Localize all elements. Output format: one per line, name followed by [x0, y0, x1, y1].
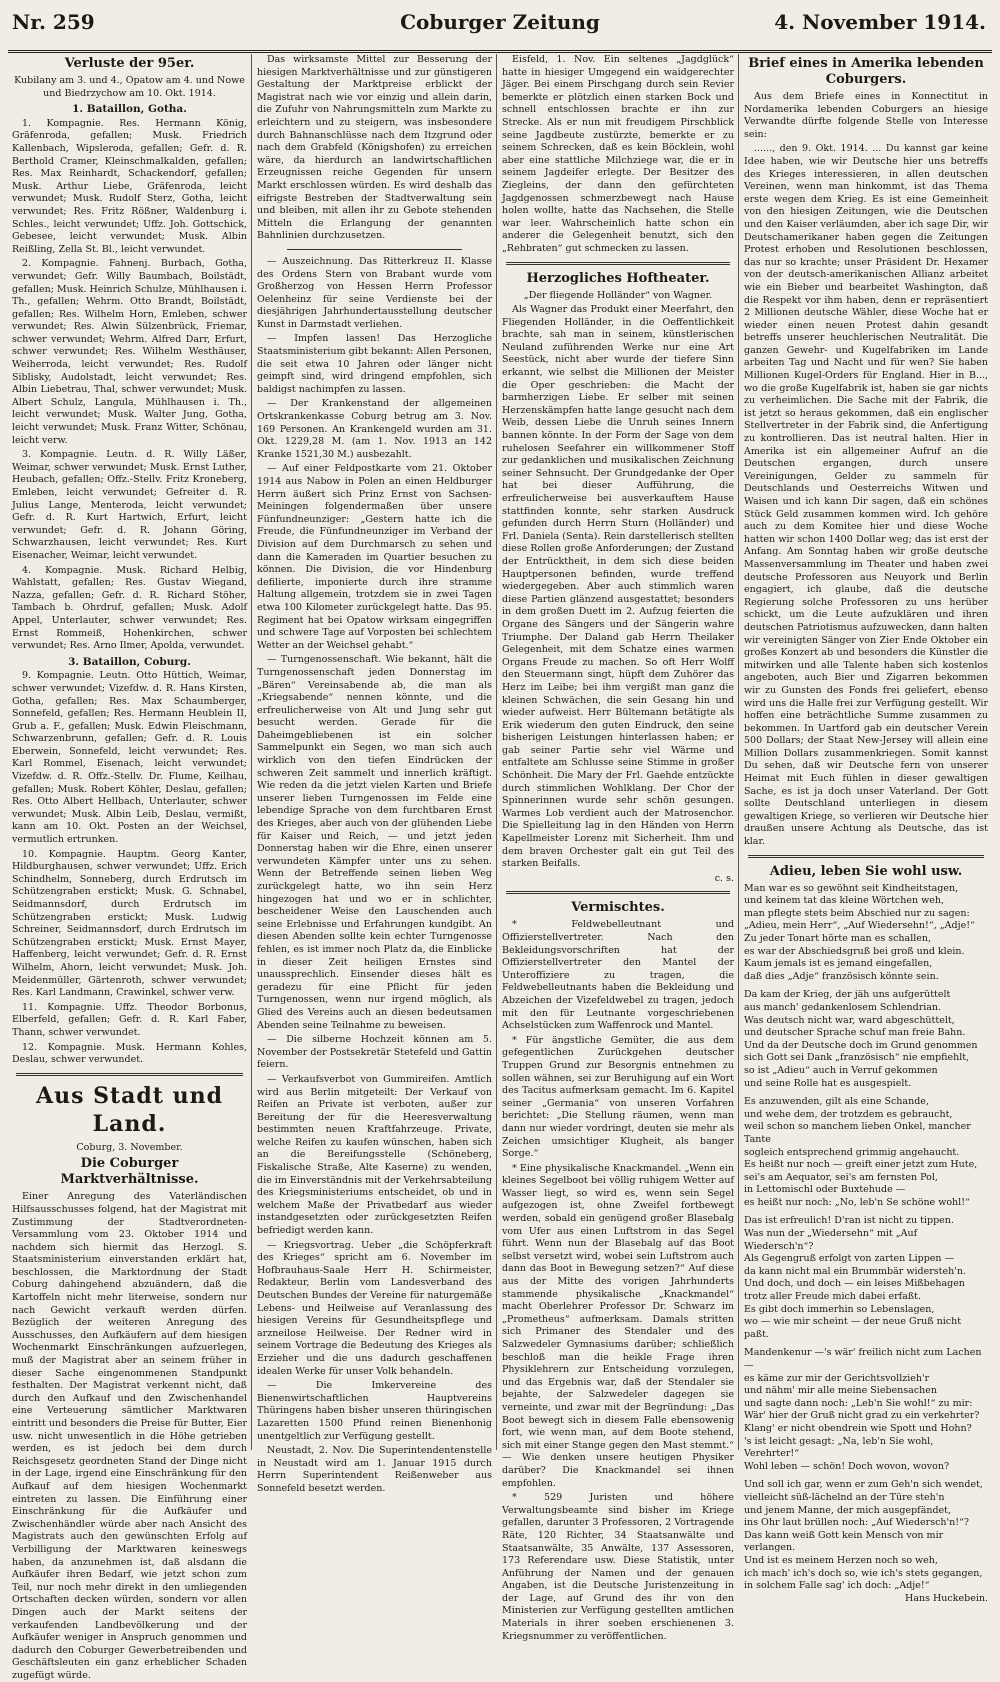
poem-line: weil schon so manchem lieben Onkel, mancher Tante	[744, 1121, 971, 1145]
poem-line: „Adieu, mein Herr“, „Auf Wiedersehn!“, „Adje!“	[744, 920, 975, 932]
poem-line: aus manch' gedankenlosem Schlendrian.	[744, 1001, 942, 1013]
battalion-1-heading: 1. Bataillon, Gotha.	[72, 103, 187, 116]
dateline: Coburg, 3. November.	[76, 1141, 183, 1153]
section-heading: Aus Stadt und Land.	[36, 1082, 223, 1137]
news-item: — Der Krankenstand der allgemeinen Ortskrankenkasse Coburg betrug am 3. Nov. 169 Personen. An Krankengeld wurden am 31. Okt. 1229,28 M. (am 1. Nov. 1913 an 142 Kranke 1521,30 M.) ausbezahlt.	[257, 398, 492, 460]
poem-line: Man war es so gewöhnt seit Kindheitstagen,	[744, 882, 959, 894]
casualty-subtitle: Kubilany am 3. und 4., Opatow am 4. und Nowe und Biedrzychow am 10. Okt. 1914.	[14, 75, 245, 99]
news-item: — Impfen lassen! Das Herzogliche Staatsministerium gibt bekannt: Allen Personen, die seit etwa 10 Jahren oder länger nicht geimpft sind, wird dringend empfohlen, sich baldigst nachimpfen zu lassen.	[257, 333, 492, 395]
article-paragraph: Einer Anregung des Vaterländischen Hilfsausschusses folgend, hat der Magistrat mit Zustimmung der Stadtverordneten-Versammlung vom 23. Oktober 1914 und nachdem sich hiermit das Herzogl. S. Staatsministerium einverstanden erklärt hat, beschlossen, die Marktordnung der Stadt Coburg dahingehend abzuändern, daß die Kartoffeln nicht mehr literweise, sondern nur nach Gewicht verkauft werden dürfen. Bezüglich der weiteren Anregung des Ausschusses, den Aufkäufern auf dem hiesigen Wochenmarkt Einschränkungen aufzuerlegen, muß der Magistrat aber an seinem früher in dieser Sache eingenommenen Standpunkt festhalten. Der Magistrat verkennt nicht, daß durch den Aufkauf und den Zwischenhandel eine Verteuerung sämtlicher Marktwaren eintritt und besonders die Preise für Butter, Eier usw. nicht unwesentlich in die Höhe getrieben werden, es ist jedoch bei dem durch Reichsgesetz geordneten Stand der Dinge nicht in der Lage, irgend eine Einschränkung für den Aufkauf auf dem hiesigen Wochenmarkt eintreten zu lassen. Die Einführung einer Einschränkung für die Aufkäufer und Zwischenhändler würde aber nach Ansicht des Magistrats auch den gewünschten Erfolg auf Verbilligung der Marktwaren keineswegs haben, da anzunehmen ist, daß alsdann die Aufkäufer ihren Bedarf, wie jetzt schon zum Teil, nur noch mehr direkt in den umliegenden Ortschaften decken würden, sondern vor allen Dingen auch der Markt seitens der verkaufenden Landbevölkerung und der Aufkäufer weniger in Anspruch genommen und dadurch den Coburger Gewerbetreibenden und Geschäftsleuten ein ganz erheblicher Schaden zugefügt würde.	[12, 1191, 247, 1681]
poem-line: Und doch, und doch — ein leises Mißbehagen	[744, 1278, 965, 1290]
poem-line: Das kann weiß Gott kein Mensch von mir verlangen.	[744, 1529, 944, 1554]
casualty-entry: 12. Kompagnie. Musk. Hermann Kohles, Deslau, schwer verwundet.	[12, 1041, 247, 1066]
letter-body: ......, den 9. Okt. 1914. ... Du kannst gar keine Idee haben, wie wir Deutsche hier uns betreffs des Krieges interessieren, in allen deutschen Vereinen, wenn man hinkommt, ist das Thema erste wegen dem Krieg. Es ist eine Gemeinheit von den hiesigen Zeitungen, wie die Deutschen und den Kaiser verläumden, aber ich sage Dir, wir Deutschamerikaner haben gegen die Zeitungen Protest erhoben und Resolutionen beschlossen, das nur so krachte; unser Präsident Dr. Hexamer von der deutsch-amerikanischen Allianz arbeitet wie ein Bieber und bearbeitet Washington, daß die Respekt vor ihm haben, denn er repräsentiert 2 Millionen deutsche Wähler, diese Woche hat er wieder einen neuen Protest dahin gesandt betreffs unserer heuchlerischen Neutralität. Die ganzen Gewehr- und Kugelfabriken im Lande arbeiten Tag und Nacht und für wen? Sie haben Millionen Kugel-Orders für England. Hier in B..., wo die große Kugelfabrik ist, haben sie gar nichts zu verheimlichen. Die Sache mit der Fabrik, die ist jetzt so heraus gekommen, daß ein englischer Stellvertreter in der Fabrik sind, die Anfertigung zu kontrollieren. Das ist neutral halten. Hier in Amerika ist ein allgemeiner Aufruf an die Deutschen ergangen, durch unsere Vereinigungen, Gelder zu sammeln für Deutschlands und Oesterreichs Witwen und Waisen und ich kann Dir sagen, daß ein schönes Stück Geld zusammen kommen wird. Ich gehöre auch zu dem Komitee hier und diese Woche hatten wir schon 1400 Dollar weg; das ist erst der Anfang. Am Sonntag haben wir große deutsche Massenversammlung im Theater und haben zwei deutsche Professoren aus Neuyork und Berlin engagiert, ich glaube, daß die deutsche Regierung solche Professoren zu uns herüber schickt, um die Leute aufzuklären und ihren deutschen Patriotismus aufzuwecken, dann halten wir vereinigten Sänger von Zier Ende Oktober ein großes Konzert ab und besonders die Künstler die mitwirken und alle Talente haben sich kostenlos angeboten, auch Bier und Zigarren bekommen wir zu Gunsten des Fonds frei geliefert, ebenso wird uns die Halle frei zur Verfügung gestellt. Wir hoffen eine beträchtliche Summe zusammen zu bekommen. In Uartford gab ein deutscher Verein 500 Dollars; der Staat New-Jersey will allein eine Million Dollars zusammenkriegen. Somit kannst Du sehen, daß wir Deutsche fern von unserer Heimat mit Euch fühlen in dieser gewaltigen Sache, es ist ja doch unser Vaterland. Der Gott sollte Deutschland unterliegen in diesem gewaltigen Kriege, so verlieren wir Deutsche hier draußen unsere Achtung als Deutsche, das ist klar.	[744, 143, 988, 848]
newspaper-title: Coburger Zeitung	[400, 10, 600, 34]
poem-line: es käme zur mir der Gerichtsvollzieh'r	[744, 1372, 930, 1384]
poem-line: Wär' hier der Gruß nicht grad zu ein verkehrter?	[744, 1410, 980, 1422]
poem-line: Mandenkenur —'s wär' freilich nicht zum Lachen —	[744, 1347, 982, 1371]
review-signature: c. s.	[714, 872, 734, 884]
letter-heading: Brief eines in Amerika lebenden Coburgers.	[748, 56, 984, 87]
news-item: — Verkaufsverbot von Gummireifen. Amtlich wird aus Berlin mitgeteilt: Der Verkauf von Reifen an Private ist verboten, außer zur Bereitung der für die Heeresverwaltung bestimmten neuen Kraftfahrzeuge. Private, welche Reifen zu kaufen wünschen, haben sich an die Bereifungsstelle (Schöneberg, Fiskalische Straße, Alte Kaserne) zu wenden, die im Einverständnis mit der Verkehrsabteilung des Kriegsministeriums entscheidet, ob und in welchem Maße der Privatbedarf aus wieder instandgesetzten oder zurückgesetzten Reifen befriedigt werden kann.	[257, 1073, 492, 1237]
poem-line: und seine Rolle hat es ausgespielt.	[744, 1077, 912, 1089]
poem-line: Wohl leben — schön! Doch wovon, wovon?	[744, 1460, 950, 1472]
poem-line: 's ist leicht gesagt: „Na, leb'n Sie wohl, Verehrter!“	[744, 1435, 934, 1460]
issue-number: Nr. 259	[12, 10, 95, 34]
letter-intro: Aus dem Briefe eines in Konnectitut in Nordamerika lebenden Coburgers an hiesige Verwandte dürfte folgende Stelle von Interesse sein:	[744, 91, 988, 140]
casualty-entry: 4. Kompagnie. Musk. Richard Helbig, Wahlstatt, gefallen; Res. Gustav Wiegand, Nazza, gefallen; Gefr. d. R. Richard Stöher, Tambach b. Ohrdruf, gefallen; Musk. Adolf Appel, Unterlauter, schwer verwundet; Res. Ernst Rommeiß, Hohenkirchen, schwer verwundet; Res. Arno Ilmer, Apolda, verwundet.	[12, 564, 247, 652]
poem-line: ins Ohr laut brüllen noch: „Auf Wiedersch'n!“?	[744, 1517, 970, 1529]
poem-line: daß dies „Adje“ französisch könnte sein.	[744, 970, 939, 982]
casualty-entry: 9. Kompagnie. Leutn. Otto Hüttich, Weimar, schwer verwundet; Vizefdw. d. R. Hans Kirsten, Gotha, gefallen; Res. Max Schaumberger, Sonnefeld, gefallen; Res. Hermann Heublein II, Grub a. F., gefallen; Musk. Edwin Fleischmann, Schwarzenbrunn, gefallen; Gefr. d. R. Louis Eberwein, Sonnefeld, leicht verwundet; Res. Karl Rommel, Eisenach, leicht verwundet; Vizefdw. d. R. Offz.-Stellv. Dr. Flume, Keilhau, gefallen; Musk. Robert Köhler, Deslau, gefallen; Res. Otto Albert Hellbach, Unterlauter, schwer verwundet; Musk. Albin Leib, Deslau, vermißt, kann am 10. Okt. Posten an der Weichsel, vermutlich ertrunken.	[12, 670, 247, 846]
column-rule	[496, 54, 497, 1450]
news-item: Eisfeld, 1. Nov. Ein seltenes „Jagdglück“ hatte in hiesiger Umgegend ein waidgerechter Jäger. Bei einem Pirschgang durch sein Revier bemerkte er plötzlich einen starken Bock und schnell entschlossen brachte er ihn zur Strecke. Als er nun mit freudigem Pirschblick seine Jagdbeute zustürzte, bemerkte er zu seinem Schrecken, daß es kein Böcklein, wohl aber eine stattliche Milchziege war, die er in seinem Jagdeifer erlegte. Der Besitzer des Ziegleins, der dann den gefürchteten Jagdgenossen schmerzbewegt nach Hause holen wollte, hatte das Nachsehen, die Stelle war leer. Wahrscheinlich hatte schon ein anderer die Gelegenheit benutzt, sich den „Rehbraten“ gut schmecken zu lassen.	[502, 54, 734, 254]
misc-heading: Vermischtes.	[571, 900, 665, 916]
poem-line: in Lettomischl oder Buxtehude —	[744, 1184, 906, 1196]
column-rule	[251, 54, 252, 1450]
divider	[287, 249, 462, 250]
poem-line: Kaum jemals ist es jemand eingefallen,	[744, 958, 933, 970]
theatre-heading: Herzogliches Hoftheater.	[526, 270, 710, 286]
column-3	[498, 54, 738, 1642]
poem-line: Klang' er nicht obendrein wie Spott und Hohn?	[744, 1422, 972, 1434]
poem-line: Und ist es meinem Herzen noch so weh,	[744, 1554, 938, 1566]
column-4	[740, 54, 992, 1604]
poem-line: Es anzuwenden, gilt als eine Schande,	[744, 1096, 929, 1108]
news-item: — Turngenossenschaft. Wie bekannt, hält die Turngenossenschaft jeden Donnerstag im „Bären“ Vereinsabende ab, die man als „Kriegsabende“ nennen könnte, und die erfreulicherweise von Alt und Jung sehr gut besucht werden. Gerade für die Daheimgebliebenen ist ein solcher Sammelpunkt ein Segen, wo man sich auch wirklich von den tiefen Eindrücken der schweren Zeit sammelt und innerlich kräftigt. Wie reden da die jetzt vielen Karten und Briefe unserer lieben Turngenossen im Felde eine lebendige Sprache von dem furchtbaren Ernst des Krieges, aber auch von der glühenden Liebe für Kaiser und Reich, — und jetzt jeden Donnerstag haben wir die Ehre, einen unserer verwundeten Kämpfer unter uns zu sehen. Wenn der Betreffende seinen lieben Weg zurückgelegt hatte, wo ihn sein Herz hingezogen hat und wo er in schlichter, bescheidener Weise den Lauschenden auch seine Erlebnisse und Erfahrungen kundgibt. An diesen Abenden sollte kein echter Turngenosse fehlen, es ist immer noch Platz da, die Einblicke in dieser Zeit heiligen Ernstes sind unaussprechlich. Einsender dieses hält es geradezu für eine Pflicht für jeden Turngenossen, wenn nur irgend möglich, als Glied des Vereins auch an diesen bedeutsamen Abenden seine Teilnahme zu beweisen.	[257, 654, 492, 1031]
poem-line: und keinem tat das kleine Wörtchen weh,	[744, 895, 944, 907]
poem-line: sei's am Aequator, sei's am fernsten Pol,	[744, 1171, 938, 1183]
column-rule	[738, 54, 739, 1450]
poem-line: man pflegte stets beim Abschied nur zu sagen:	[744, 907, 970, 919]
poem-line: und jenem Manne, der mich ausgepfändet,	[744, 1504, 952, 1516]
casualty-entry: 10. Kompagnie. Hauptm. Georg Kanter, Hildburghausen, schwer verwundet; Uffz. Erich Schindhelm, Sonneberg, durch Erdrutsch im Schützengraben erstickt; Musk. G. Schnabel, Seidmannsdorf, durch Erdrutsch im Schützengraben erstickt; Musk. Ludwig Schreiner, Seidmannsdorf, durch Erdrutsch im Schützengraben erstickt; Musk. Ernst Mayer, Haffenberg, leicht verwundet; Gefr. d. R. Ernst Wilhelm, Ahorn, leicht verwundet; Musk. Joh. Meidenmüller, Gärtenroth, schwer verwundet; Res. Karl Landmann, Crawinkel, schwer verw.	[12, 848, 247, 999]
news-item: — Die Imkervereine des Bienenwirtschaftlichen Hauptvereins Thüringens haben bisher unseren thüringischen Lazaretten 1500 Pfund reinen Bienenhonig unentgeltlich zur Verfügung gestellt.	[257, 1380, 492, 1442]
casualty-heading: Verluste der 95er.	[64, 56, 195, 71]
poem-line: ich mach' ich's doch so, wie ich's stets gegangen,	[744, 1567, 983, 1579]
poem-line: da kann nicht mal ein Brummbär widersteh'n.	[744, 1265, 966, 1277]
poem-line: sich Gott sei Dank „französisch“ nie empfiehlt,	[744, 1052, 970, 1064]
poem-line: sogleich entsprechend grimmig angehaucht.	[744, 1146, 960, 1158]
casualty-entry: 2. Kompagnie. Fahnenj. Burbach, Gotha, verwundet; Gefr. Willy Baumbach, Boilstädt, gefallen; Musk. Heinrich Schulze, Mühlhausen i. Th., gefallen; Wehrm. Otto Brandt, Boilstädt, gefallen; Res. Wilhelm Horn, Emleben, schwer verwundet; Res. Alwin Sülzenbrück, Friemar, schwer verwundet; Wehrm. Alfred Darr, Erfurt, schwer verwundet; Res. Wilhelm Westhäuser, Weiherroda, leicht verwundet; Res. Rudolf Siblisky, Audolstadt, leicht verwundet; Res. Albin Liebetrau, Thal, schwer verwundet; Musk. Albert Schulz, Langula, Mühlhausen i. Th., leicht verwundet; Musk. Walter Jung, Gotha, leicht verwundet; Musk. Franz Witter, Schönau, leicht verw.	[12, 258, 247, 446]
section-divider	[506, 891, 730, 894]
poem-line: und nähm' mir alle meine Siebensachen	[744, 1385, 938, 1397]
casualty-entry: 3. Kompagnie. Leutn. d. R. Willy Läßer, Weimar, schwer verwundet; Musk. Ernst Luther, Heubach, gefallen; Offz.-Stellv. Fritz Kroneberg, Emleben, leicht verwundet; Gefreiter d. R. Julius Lange, Menteroda, leicht verwundet; Gefr. d. R. Kurt Hartwich, Erfurt, leicht verwundet; Gefr. d. R. Johann Göring, Schwarzhausen, leicht verwundet; Res. Kurt Eisenacher, Weimar, leicht verwundet.	[12, 449, 247, 561]
poem-signature: Hans Huckebein.	[905, 1592, 988, 1604]
news-item: — Auf einer Feldpostkarte vom 21. Oktober 1914 aus Nabow in Polen an einen Heldburger Herrn äußert sich Prinz Ernst von Sachsen-Meiningen folgendermaßen über unsere Fünfundneunziger: „Gestern hatte ich die Freude, die Fünfundneunziger im Verband der Division auf dem Durchmarsch zu sehen und dann die Kameraden im Quartier besuchen zu können. Die Division, die vor Hindenburg defilierte, imponierte durch ihre stramme Haltung allgemein, trotzdem sie in zwei Tagen etwa 100 Kilometer zurückgelegt hatte. Das 95. Regiment hat bei Opatow wirksam eingegriffen und schwere Tage auf Vorposten bei schlechtem Wetter an der Weichsel gehabt.“	[257, 463, 492, 651]
masthead	[8, 4, 992, 53]
battalion-3-heading: 3. Bataillon, Coburg.	[68, 655, 191, 668]
poem-line: Als Gegengruß erfolgt von zarten Lippen —	[744, 1253, 955, 1265]
poem-line: und sagte dann noch: „Leb'n Sie wohl!“ zu mir:	[744, 1397, 973, 1409]
poem-line: vielleicht süß-lächelnd an der Türe steh'n	[744, 1491, 945, 1503]
poem-line: und wehe dem, der trotzdem es gebraucht,	[744, 1108, 953, 1120]
column-1	[8, 54, 251, 1681]
misc-item: * Feldwebelleutnant und Offizierstellvertreter. Nach den Bekleidungsvorschriften hat der Offizierstellvertreter den Mantel der Unteroffiziere zu tragen, die Feldwebelleutnants haben die Bekleidung und Abzeichen der Vizefeldwebel zu tragen, jedoch mit den für Leutnante vorgeschriebenen Achselstücken zum Waffenrock und Mantel.	[502, 919, 734, 1032]
poem-line: Was nun der „Wiedersehn“ mit „Auf Wiedersch'n“?	[744, 1228, 918, 1252]
section-divider	[748, 855, 984, 858]
poem-line: Zu jeder Tonart hörte man es schallen,	[744, 933, 932, 944]
article-heading: Die Coburger Marktverhältnisse.	[60, 1156, 199, 1188]
poem-line: und deutscher Sprache schuf man freie Bahn.	[744, 1027, 966, 1039]
poem-line: trotz aller Freude mich dabei erfaßt.	[744, 1291, 921, 1303]
poem-line: Es heißt nur noch — greift einer jetzt zum Hute,	[744, 1159, 978, 1171]
section-divider	[506, 262, 730, 265]
misc-item: * Für ängstliche Gemüter, die aus dem gefegentlichen Zurückgehen deutscher Truppen Grund zur Besorgnis entnehmen zu sollen wähnen, sei zur Beruhigung auf ein Wort des Tacitus aufmerksam gemacht. Im 6. Kapitel seiner „Germania“ von unseren Vorfahren berichtet: „Die Stellung räumen, wenn man dann nur wieder vordringt, deuten sie mehr als Zeichen umsichtiger Klugheit, als banger Sorge.“	[502, 1034, 734, 1160]
news-item: — Auszeichnung. Das Ritterkreuz II. Klasse des Ordens Stern von Brabant wurde vom Großherzog von Hessen Herrn Professor Oelenheinz für seine Verdienste bei der diesjährigen Jahrhundertausstellung deutscher Kunst in Darmstadt verliehen.	[257, 255, 492, 330]
news-item: Neustadt, 2. Nov. Die Superintendentenstelle in Neustadt wird am 1. Januar 1915 durch Herrn Superintendent Reißenweber aus Sonnefeld besetzt werden.	[257, 1445, 492, 1494]
poem-line: so ist „Adieu“ auch in Verruf gekommen	[744, 1064, 938, 1076]
section-divider	[16, 1073, 243, 1076]
article-paragraph: Das wirksamste Mittel zur Besserung der hiesigen Marktverhältnisse und zur günstigeren Gestaltung der Marktpreise erblickt der Magistrat nach wie vor einzig und allein darin, die Zufuhr von Nahrungsmitteln zum Markte zu erleichtern und zu steigern, was insbesondere durch Bahnanschlüsse nach dem Itzgrund oder nach dem Grabfeld (Königshofen) zu erreichen wäre, da hierdurch an landwirtschaftlichen Erzeugnissen reiche Gegenden für unsern Markt erschlossen würden. Es wird deshalb das eifrigste Bestreben der Stadtverwaltung sein und bleiben, mit allen ihr zu Gebote stehenden Mitteln die Erlangung der genannten Bahnlinien durchzusetzen.	[257, 54, 492, 242]
column-2	[253, 54, 496, 1494]
misc-item: * 529 Juristen und höhere Verwaltungsbeamte sind bisher im Kriege gefallen, darunter 3 Professoren, 2 Vortragende Räte, 120 Richter, 34 Staatsanwälte und Staatsanwälte, 35 Anwälte, 137 Assessoren, 173 Referendare usw. Diese Statistik, unter Anführung der Namen und der genauen Angaben, ist die Deutsche Juristenzeitung in der Lage, auf Grund des ihr von den Ministerien zur Verfügung gestellten amtlichen Materials in ihrer soeben erschienenen 3. Kriegsnummer zu veröffentlichen.	[502, 1492, 734, 1642]
poem-line: wo — wie mir scheint — der neue Gruß nicht paßt.	[744, 1316, 962, 1340]
casualty-entry: 11. Kompagnie. Uffz. Theodor Borbonus, Elberfeld, gefallen; Gefr. d. R. Karl Faber, Thann, schwer verwundet.	[12, 1001, 247, 1038]
poem-line: Es gibt doch immerhin so Lebenslagen,	[744, 1303, 935, 1315]
news-item: — Die silberne Hochzeit können am 5. November der Postsekretär Stetefeld und Gattin feiern.	[257, 1034, 492, 1071]
theatre-subheading: „Der fliegende Holländer“ von Wagner.	[523, 289, 713, 301]
poem-heading: Adieu, leben Sie wohl usw.	[769, 863, 963, 879]
poem-line: Das ist erfreulich! D'ran ist nicht zu tippen.	[744, 1215, 954, 1227]
poem-line: Und da der Deutsche doch im Grund genommen	[744, 1039, 978, 1051]
theatre-review: Als Wagner das Produkt einer Meerfahrt, den Fliegenden Holländer, in die Oeffentlichkeit brachte, sah man in seinem, künstlerischen Neuland zuführenden Werke nur eine Art Seestück, nicht aber wurde der tiefere Sinn erkannt, wie selbst die Millionen der Meister die Oper geschrieben: die Macht der barmherzigen Liebe. Er selber mit seinen Herzenskämpfen hatte lange gesucht nach dem Weib, dessen Liebe die Unruh seines Innern bannen könnte. In der Form der Sage von dem ruhelosen Seefahrer ein willkommener Stoff zur gedanklichen und musikalischen Zeichnung seiner Sehnsucht. Der Grundgedanke der Oper hat bei dieser Aufführung, die erfreulicherweise bei ausverkauftem Hause stattfinden konnte, sehr starken Ausdruck gefunden durch Herrn Sturn (Holländer) und Frl. Daniela (Senta). Rein darstellerisch stellten diese Rollen große Anforderungen; der Zustand der Entrücktheit, in dem sich diese beiden Hauptpersonen befinden, wurde treffend wiedergegeben. Aber auch stimmlich waren diese Partien glänzend ausgestattet; besonders in dem großen Duett im 2. Aufzug feierten die Organe des Sängers und der Sängerin wahre Triumphe. Der Daland gab Herrn Theilaker Gelegenheit, mit dem Schatze eines warmen Organs Freude zu machen. So oft Herr Wolff den Steuermann singt, hüpft dem Zuhörer das Herz im Leibe; bei ihm vergißt man ganz die kleinen Schwächen, die sein Gesang hin und wieder aufweist. Herr Bültemann betätigte als Erik wiederum den guten Eindruck, den seine bisherigen Leistungen hinterlassen haben; er gab seiner Partie sehr viel Wärme und entfaltete am Schlusse seine Stimme in großer Schönheit. Die Mary der Frl. Gaehde entzückte durch stimmlichen Wohlklang. Der Chor der Spinnerinnen wurde sehr schön gesungen. Warmes Lob verdient auch der Matrosenchor. Die Spielleitung lag in den Händen von Herrn Kapellmeister Lorenz mit Sicherheit. Ihm und dem braven Orchester galt ein gut Teil des starken Beifalls.	[502, 304, 734, 870]
poem-line: es heißt nur noch: „No, leb'n Se schöne wohl!“	[744, 1196, 970, 1208]
poem-line: es war der Abschiedsgruß bei groß und klein.	[744, 945, 965, 957]
poem-line: Da kam der Krieg, der jäh uns aufgerüttelt	[744, 989, 951, 1001]
misc-item: * Eine physikalische Knackmandel. „Wenn ein kleines Segelboot bei völlig ruhigem Wetter auf Wasser liegt, so wird es, wenn sein Segel aufgezogen ist, ohne Zweifel fortbewegt werden, sobald ein genügend großer Blasebalg vom Ufer aus einen Luftstrom in das Segel führt. Wenn nun der Blasebalg auf das Boot selbst versetzt wird, wobei sein Luftstrom auch dann das Boot in Bewegung setzen?“ Auf diese aus der Mitte des vorigen Jahrhunderts stammende physikalische „Knackmandel“ macht Oberlehrer Professor Dr. Schwarz im „Prometheus“ aufmerksam. Damals stritten sich Primaner des Stendaler und des Salzwedeler Gymnasiums darüber; schließlich beschloß man die heikle Frage ihren Physiklehrern zur Entscheidung vorzulegen, und das Ergebnis war, daß der Stendaler sie bejahte, der Salzwedeler dagegen sie verneinte, und zwar mit der Begründung: „Das Boot bewegt sich in diesem Falle ebensowenig fort, wie wenn man, auf dem Boote stehend, sich mit einer Stange gegen den Mast stemmt.“ — Wie denken unsere heutigen Physiker darüber? Die Knackmandel sei ihnen empfohlen.	[502, 1162, 734, 1489]
poem-line: Und soll ich gar, wenn er zum Geh'n sich wendet,	[744, 1479, 983, 1491]
casualty-entry: 1. Kompagnie. Res. Hermann König, Gräfenroda, gefallen; Musk. Friedrich Kallenbach, Wipsleroda, gefallen; Gefr. d. R. Berthold Cramer, Kleinschmalkalden, gefallen; Res. Max Reinhardt, Schackendorf, gefallen; Musk. Arthur Liebe, Gräfenroda, leicht verwundet; Musk. Rudolf Sterz, Gotha, leicht verwundet; Res. Fritz Rößner, Waldenburg i. Schles., leicht verwundet; Uffz. Joh. Gottschick, Gebesee, leicht verwundet; Musk. Albin Reißling, Zella St. Bl., leicht verwundet.	[12, 117, 247, 255]
poem	[744, 883, 988, 1593]
poem-line: Was deutsch nicht war, ward abgeschüttelt,	[744, 1014, 955, 1026]
news-item: — Kriegsvortrag. Ueber „die Schöpferkraft des Krieges“ spricht am 6. November im Hofbrauhaus-Saale Herr H. Schirmeister, Redakteur, Berlin vom Landesverband des Deutschen Bundes der Vereine für naturgemäße Lebens- und Heilweise auf Veranlassung des hiesigen Vereins für Gesundheitspflege und arzneilose Heilweise. Der Redner wird in seinem Vortrage die Bedeutung des Krieges als Erzieher und die uns dadurch geschaffenen idealen Werke für unser Volk behandeln.	[257, 1239, 492, 1377]
poem-line: in solchem Falle sag' ich doch: „Adje!“	[744, 1580, 930, 1592]
issue-date: 4. November 1914.	[774, 10, 986, 34]
